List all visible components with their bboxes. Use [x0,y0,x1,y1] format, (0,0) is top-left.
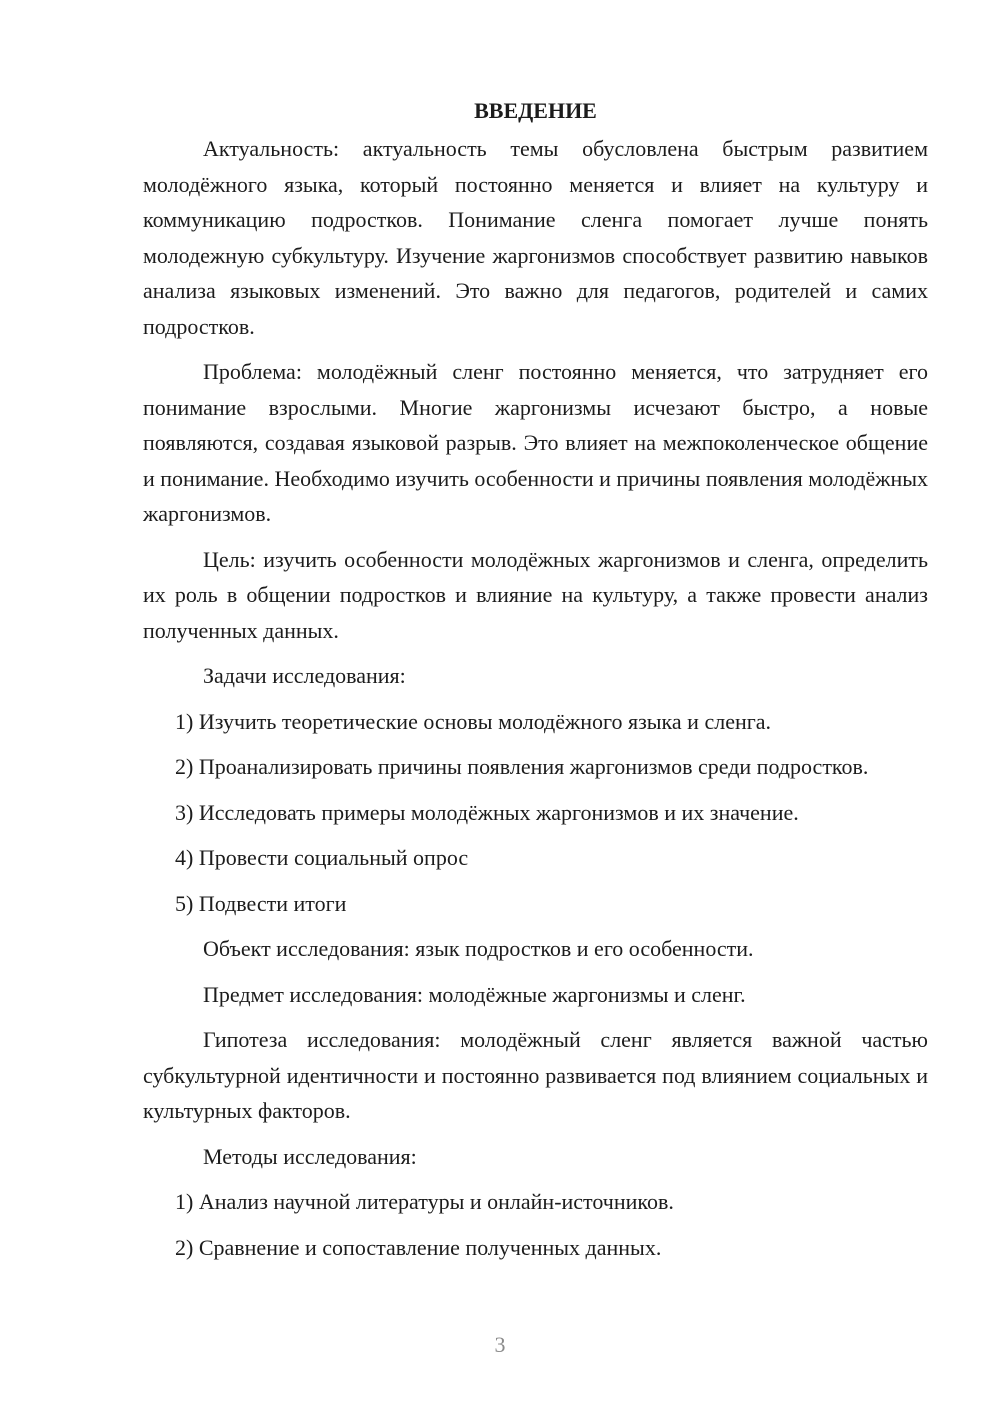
task-item-1: 1) Изучить теоретические основы молодёжного языка и сленга. [175,708,772,734]
tasks-heading: Задачи исследования: [203,663,406,688]
page-number: 3 [494,1332,506,1357]
research-object: Объект исследования: язык подростков и его особенности. [203,936,754,961]
task-item-5: 5) Подвести итоги [175,890,347,916]
page-title: ВВЕДЕНИЕ [474,98,597,123]
methods-heading: Методы исследования: [203,1143,417,1169]
task-item-3: 3) Исследовать примеры молодёжных жаргонизмов и их значение. [175,799,799,825]
research-hypothesis: Гипотеза исследования: молодёжный сленг является важной частью субкультурной идентичности и постоянно развивается под влиянием социальных и культурных факторов. [143,1027,928,1123]
relevance-paragraph: Актуальность: актуальность темы обусловлена быстрым развитием молодёжного языка, который постоянно меняется и влияет на культуру и коммуникацию подростков. Понимание сленга помогает лучше понять молодежную субкультуру. Изучение жаргонизмов способствует развитию навыков анализа языковых изменений. Это важно для педагогов, родителей и самих подростков. [143,136,928,339]
method-item-1: 1) Анализ научной литературы и онлайн-источников. [175,1189,674,1214]
research-subject: Предмет исследования: молодёжные жаргонизмы и сленг. [203,981,746,1007]
problem-paragraph: Проблема: молодёжный сленг постоянно меняется, что затрудняет его понимание взрослыми. Многие жаргонизмы исчезают быстро, а новые появляются, создавая языковой разрыв. Это влияет на межпоколенческое общение и понимание. Необходимо изучить особенности и причины появления молодёжных жаргонизмов. [143,359,928,526]
goal-paragraph: Цель: изучить особенности молодёжных жаргонизмов и сленга, определить их роль в общении подростков и влияние на культуру, а также провести анализ полученных данных. [143,546,928,643]
task-item-4: 4) Провести социальный опрос [175,845,469,870]
method-item-2: 2) Сравнение и сопоставление полученных данных. [175,1234,662,1260]
page-content [143,96,928,1275]
task-item-2: 2) Проанализировать причины появления жаргонизмов среди подростков. [175,754,869,779]
